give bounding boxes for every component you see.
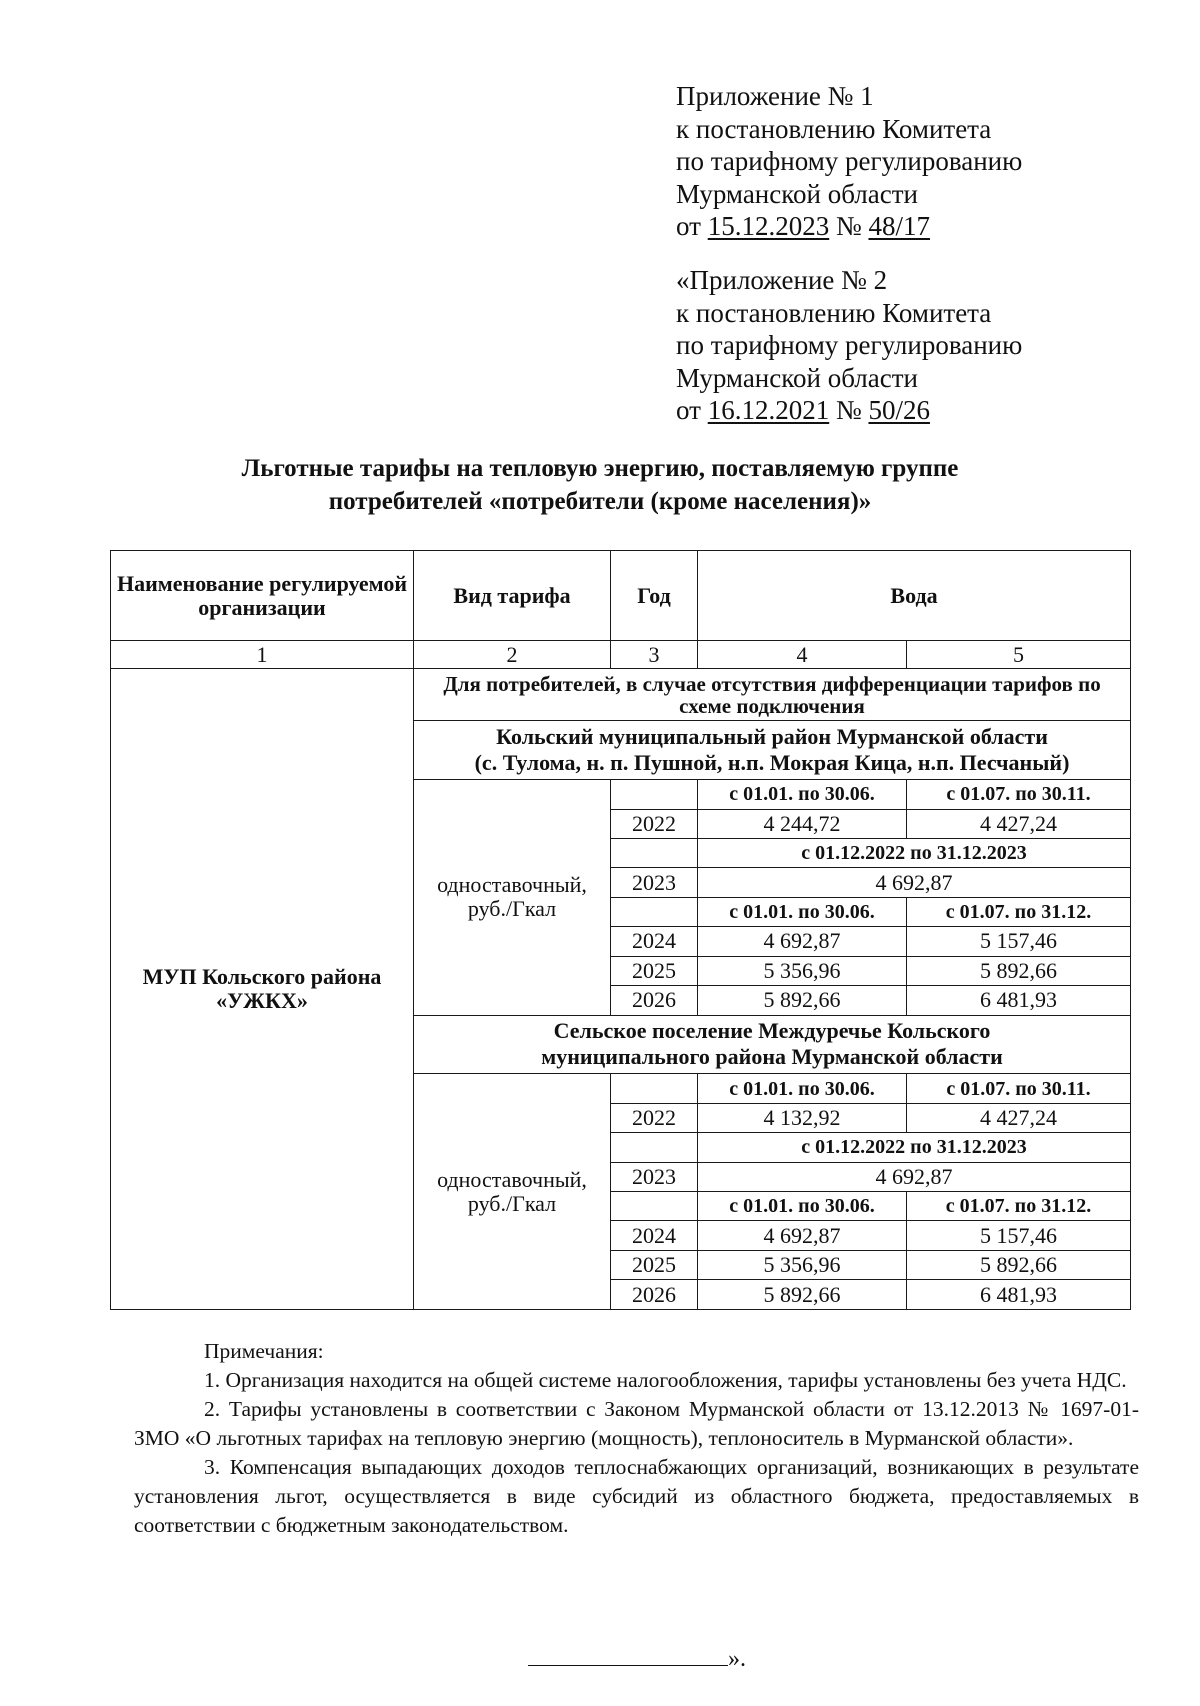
tariff-value: 4 692,87	[698, 868, 1131, 897]
appendix-1-number: 48/17	[868, 211, 930, 241]
appendix-2-line-4: Мурманской области	[676, 362, 918, 393]
tariff-value: 5 892,66	[907, 1250, 1131, 1279]
year-cell: 2023	[611, 868, 698, 897]
header-org: Наименование регулируемой организации	[111, 551, 414, 641]
tariff-value: 4 427,24	[907, 1103, 1131, 1132]
column-number-row	[111, 641, 1131, 668]
group-note-row	[111, 668, 1131, 721]
note-item: 2. Тарифы установлены в соответствии с Законом Мурманской области от 13.12.2013 № 1697-01-ЗМО «О льготных тарифах на тепловую энергию (мощность), теплоноситель в Мурманской области».	[134, 1397, 1139, 1450]
period-label: с 01.07. по 31.12.	[907, 897, 1131, 926]
col-number-2: 2	[414, 641, 611, 668]
tariff-table	[110, 550, 1131, 1310]
tariff-value: 6 481,93	[907, 986, 1131, 1015]
tariff-value: 5 892,66	[698, 1280, 907, 1310]
appendix-2-line-2: к постановлению Комитета	[676, 297, 992, 328]
period-label: с 01.12.2022 по 31.12.2023	[698, 838, 1131, 867]
year-cell-empty	[611, 1192, 698, 1221]
period-label: с 01.01. по 30.06.	[698, 897, 907, 926]
notes-heading: Примечания:	[204, 1339, 324, 1363]
year-cell-empty	[611, 838, 698, 867]
year-cell: 2023	[611, 1162, 698, 1191]
col-number-4: 4	[698, 641, 907, 668]
tariff-value: 5 892,66	[698, 986, 907, 1015]
document-title	[100, 452, 1100, 518]
appendix-1-line-2: к постановлению Комитета	[676, 113, 992, 144]
year-cell: 2026	[611, 1280, 698, 1310]
group-note: Для потребителей, в случае отсутствия дифференциации тарифов по схеме подключения	[414, 668, 1131, 721]
col-number-3: 3	[611, 641, 698, 668]
appendix-1-line-1: Приложение № 1	[676, 81, 874, 111]
appendix-1-line-4: Мурманской области	[676, 178, 918, 209]
notes-section	[134, 1337, 1139, 1540]
closing-quote: ».	[728, 1646, 746, 1672]
table-header-row	[111, 551, 1131, 641]
tariff-value: 4 244,72	[698, 809, 907, 838]
year-cell: 2024	[611, 927, 698, 956]
header-water: Вода	[698, 551, 1131, 641]
period-label: с 01.01. по 30.06.	[698, 780, 907, 809]
tariff-value: 5 157,46	[907, 927, 1131, 956]
appendix-2-date-line: от 16.12.2021 № 50/26	[676, 395, 930, 425]
appendix-2-line-1: «Приложение № 2	[676, 265, 888, 295]
closing-line	[528, 1645, 746, 1673]
year-cell: 2025	[611, 956, 698, 985]
tariff-value: 4 692,87	[698, 1162, 1131, 1191]
tariff-value: 5 157,46	[907, 1221, 1131, 1250]
year-cell: 2026	[611, 986, 698, 1015]
tariff-value: 4 132,92	[698, 1103, 907, 1132]
tariff-value: 6 481,93	[907, 1280, 1131, 1310]
note-item: 3. Компенсация выпадающих доходов теплоснабжающих организаций, возникающих в результате установления льгот, осуществляется в виде субсидий из областного бюджета, предоставляемых в соответствии с бюджетным законодательством.	[134, 1455, 1139, 1537]
appendix-1-header	[676, 80, 1022, 243]
organization-name: МУП Кольского района «УЖКХ»	[111, 668, 414, 1309]
period-label: с 01.12.2022 по 31.12.2023	[698, 1133, 1131, 1162]
year-cell: 2025	[611, 1250, 698, 1279]
year-cell: 2022	[611, 1103, 698, 1132]
tariff-value: 5 892,66	[907, 956, 1131, 985]
document-title-line-1: Льготные тарифы на тепловую энергию, поставляемую группе	[241, 455, 959, 482]
year-cell-empty	[611, 1074, 698, 1103]
tariff-value: 5 356,96	[698, 1250, 907, 1279]
tariff-value: 5 356,96	[698, 956, 907, 985]
signature-blank	[528, 1645, 728, 1666]
appendix-1-line-3: по тарифному регулированию	[676, 146, 1023, 176]
year-cell-empty	[611, 780, 698, 809]
note-item: 1. Организация находится на общей системе налогообложения, тарифы установлены без учета НДС.	[204, 1368, 1127, 1392]
period-label: с 01.01. по 30.06.	[698, 1074, 907, 1103]
year-cell-empty	[611, 897, 698, 926]
appendix-1-date-line: от 15.12.2023 № 48/17	[676, 211, 930, 241]
period-label: с 01.07. по 30.11.	[907, 780, 1131, 809]
appendix-2-number: 50/26	[868, 395, 930, 425]
appendix-2-date: 16.12.2021	[707, 395, 830, 425]
tariff-value: 4 692,87	[698, 927, 907, 956]
header-tariff: Вид тарифа	[414, 551, 611, 641]
header-year: Год	[611, 551, 698, 641]
region-name: Сельское поселение Междуречье Кольского муниципального района Мурманской области	[414, 1015, 1131, 1074]
year-cell: 2022	[611, 809, 698, 838]
period-label: с 01.07. по 30.11.	[907, 1074, 1131, 1103]
region-name: Кольский муниципальный район Мурманской области (с. Тулома, н. п. Пушной, н.п. Мокрая Кица, н.п. Песчаный)	[414, 721, 1131, 780]
tariff-value: 4 427,24	[907, 809, 1131, 838]
tariff-type: одноставочный, руб./Гкал	[414, 780, 611, 1015]
document-title-line-2: потребителей «потребители (кроме населения)»	[328, 488, 872, 515]
period-label: с 01.07. по 31.12.	[907, 1192, 1131, 1221]
col-number-5: 5	[907, 641, 1131, 668]
tariff-value: 4 692,87	[698, 1221, 907, 1250]
tariff-type: одноставочный, руб./Гкал	[414, 1074, 611, 1310]
period-label: с 01.01. по 30.06.	[698, 1192, 907, 1221]
year-cell-empty	[611, 1133, 698, 1162]
col-number-1: 1	[111, 641, 414, 668]
appendix-2-header	[676, 264, 1022, 427]
appendix-2-line-3: по тарифному регулированию	[676, 330, 1023, 360]
appendix-1-date: 15.12.2023	[707, 211, 830, 241]
year-cell: 2024	[611, 1221, 698, 1250]
